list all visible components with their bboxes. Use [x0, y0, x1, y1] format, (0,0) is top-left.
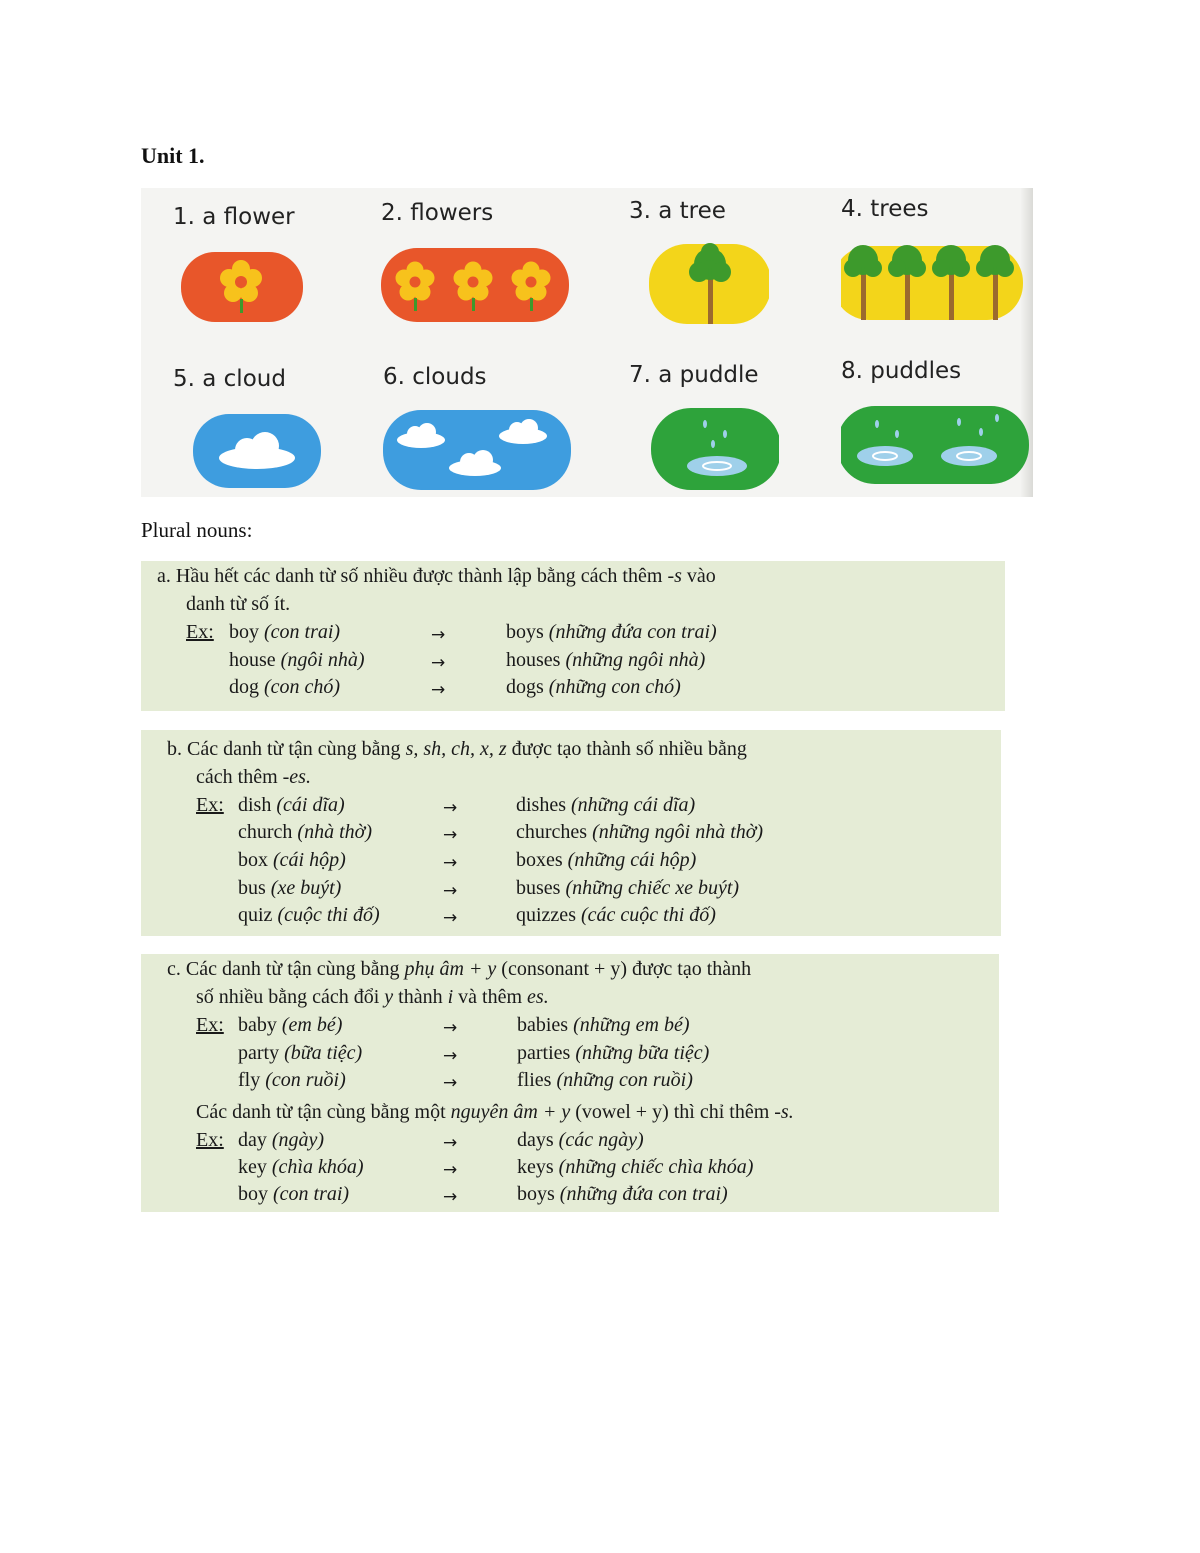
example-plural: buses (những chiếc xe buýt) — [516, 877, 740, 899]
example-plural: parties (những bữa tiệc) — [517, 1042, 710, 1064]
picture-caption: 1. a flower — [173, 204, 295, 230]
example-singular: house (ngôi nhà) — [229, 649, 365, 671]
example-singular: church (nhà thờ) — [238, 821, 372, 843]
example-singular: boy (con trai) — [229, 621, 341, 643]
arrow-icon: → — [443, 908, 458, 928]
arrow-icon: → — [443, 853, 458, 873]
picture-caption: 8. puddles — [841, 358, 962, 384]
unit-title: Unit 1. — [141, 143, 205, 168]
arrow-icon: → — [443, 1046, 458, 1066]
arrow-icon: → — [443, 825, 458, 845]
rule-a-box — [141, 561, 1005, 711]
example-plural: quizzes (các cuộc thi đố) — [516, 904, 716, 926]
picture-caption: 7. a puddle — [629, 362, 759, 388]
arrow-icon: → — [431, 653, 446, 673]
arrow-icon: → — [443, 1073, 458, 1093]
arrow-icon: → — [443, 798, 458, 818]
rule-b-box — [141, 730, 1001, 936]
example-label: Ex: — [196, 1129, 224, 1151]
tree-icon — [629, 234, 769, 334]
arrow-icon: → — [443, 1187, 458, 1207]
example-singular: day (ngày) — [238, 1129, 325, 1151]
arrow-icon: → — [443, 1160, 458, 1180]
example-plural: babies (những em bé) — [517, 1014, 690, 1036]
example-singular: key (chìa khóa) — [238, 1156, 364, 1178]
example-singular: dish (cái dĩa) — [238, 794, 345, 816]
cloud-icon — [173, 402, 333, 492]
example-plural: days (các ngày) — [517, 1129, 644, 1151]
example-singular: bus (xe buýt) — [238, 877, 342, 899]
example-label: Ex: — [186, 621, 214, 643]
example-plural: keys (những chiếc chìa khóa) — [517, 1156, 754, 1178]
example-singular: boy (con trai) — [238, 1183, 350, 1205]
rule-b-line1: b. Các danh từ tận cùng bằng s, sh, ch, x, z được tạo thành số nhiều bằng — [167, 738, 747, 760]
rule-a-line2: danh từ số ít. — [186, 593, 291, 615]
rule-b-line2: cách thêm -es. — [196, 766, 311, 788]
rule-c-line1: c. Các danh từ tận cùng bằng phụ âm + y (consonant + y) được tạo thành — [167, 958, 752, 980]
arrow-icon: → — [431, 680, 446, 700]
picture-caption: 5. a cloud — [173, 366, 286, 392]
example-plural: churches (những ngôi nhà thờ) — [516, 821, 764, 843]
picture-caption: 6. clouds — [383, 364, 487, 390]
example-label: Ex: — [196, 1014, 224, 1036]
example-plural: boys (những đứa con trai) — [517, 1183, 728, 1205]
arrow-icon: → — [443, 1018, 458, 1038]
example-plural: boys (những đứa con trai) — [506, 621, 717, 643]
example-plural: dishes (những cái dĩa) — [516, 794, 696, 816]
puddle-icon — [629, 398, 779, 497]
trees-icon — [841, 232, 1033, 332]
example-singular: baby (em bé) — [238, 1014, 343, 1036]
arrow-icon: → — [443, 1133, 458, 1153]
example-plural: boxes (những cái hộp) — [516, 849, 697, 871]
puddles-icon — [841, 394, 1033, 494]
rule-c-line2: số nhiều bằng cách đổi y thành i và thêm es. — [196, 986, 549, 1008]
arrow-icon: → — [431, 625, 446, 645]
rule-a-line1: a. Hầu hết các danh từ số nhiều được thành lập bằng cách thêm -s vào — [157, 565, 716, 587]
rule-c-box — [141, 954, 999, 1212]
rule-c-vowel-line: Các danh từ tận cùng bằng một nguyên âm + y (vowel + y) thì chỉ thêm -s. — [196, 1101, 794, 1123]
example-singular: quiz (cuộc thi đố) — [238, 904, 380, 926]
example-singular: box (cái hộp) — [238, 849, 346, 871]
picture-caption: 2. flowers — [381, 200, 494, 226]
plural-nouns-heading: Plural nouns: — [141, 518, 253, 542]
example-plural: houses (những ngôi nhà) — [506, 649, 706, 671]
clouds-icon — [383, 400, 579, 497]
flowers-icon — [381, 236, 581, 326]
example-label: Ex: — [196, 794, 224, 816]
vocabulary-illustration — [141, 188, 1033, 497]
arrow-icon: → — [443, 881, 458, 901]
example-plural: dogs (những con chó) — [506, 676, 681, 698]
example-singular: fly (con ruồi) — [238, 1069, 346, 1091]
flower-icon — [173, 240, 313, 330]
example-singular: party (bữa tiệc) — [238, 1042, 363, 1064]
example-singular: dog (con chó) — [229, 676, 341, 698]
picture-caption: 3. a tree — [629, 198, 726, 224]
picture-caption: 4. trees — [841, 196, 929, 222]
example-plural: flies (những con ruồi) — [517, 1069, 693, 1091]
